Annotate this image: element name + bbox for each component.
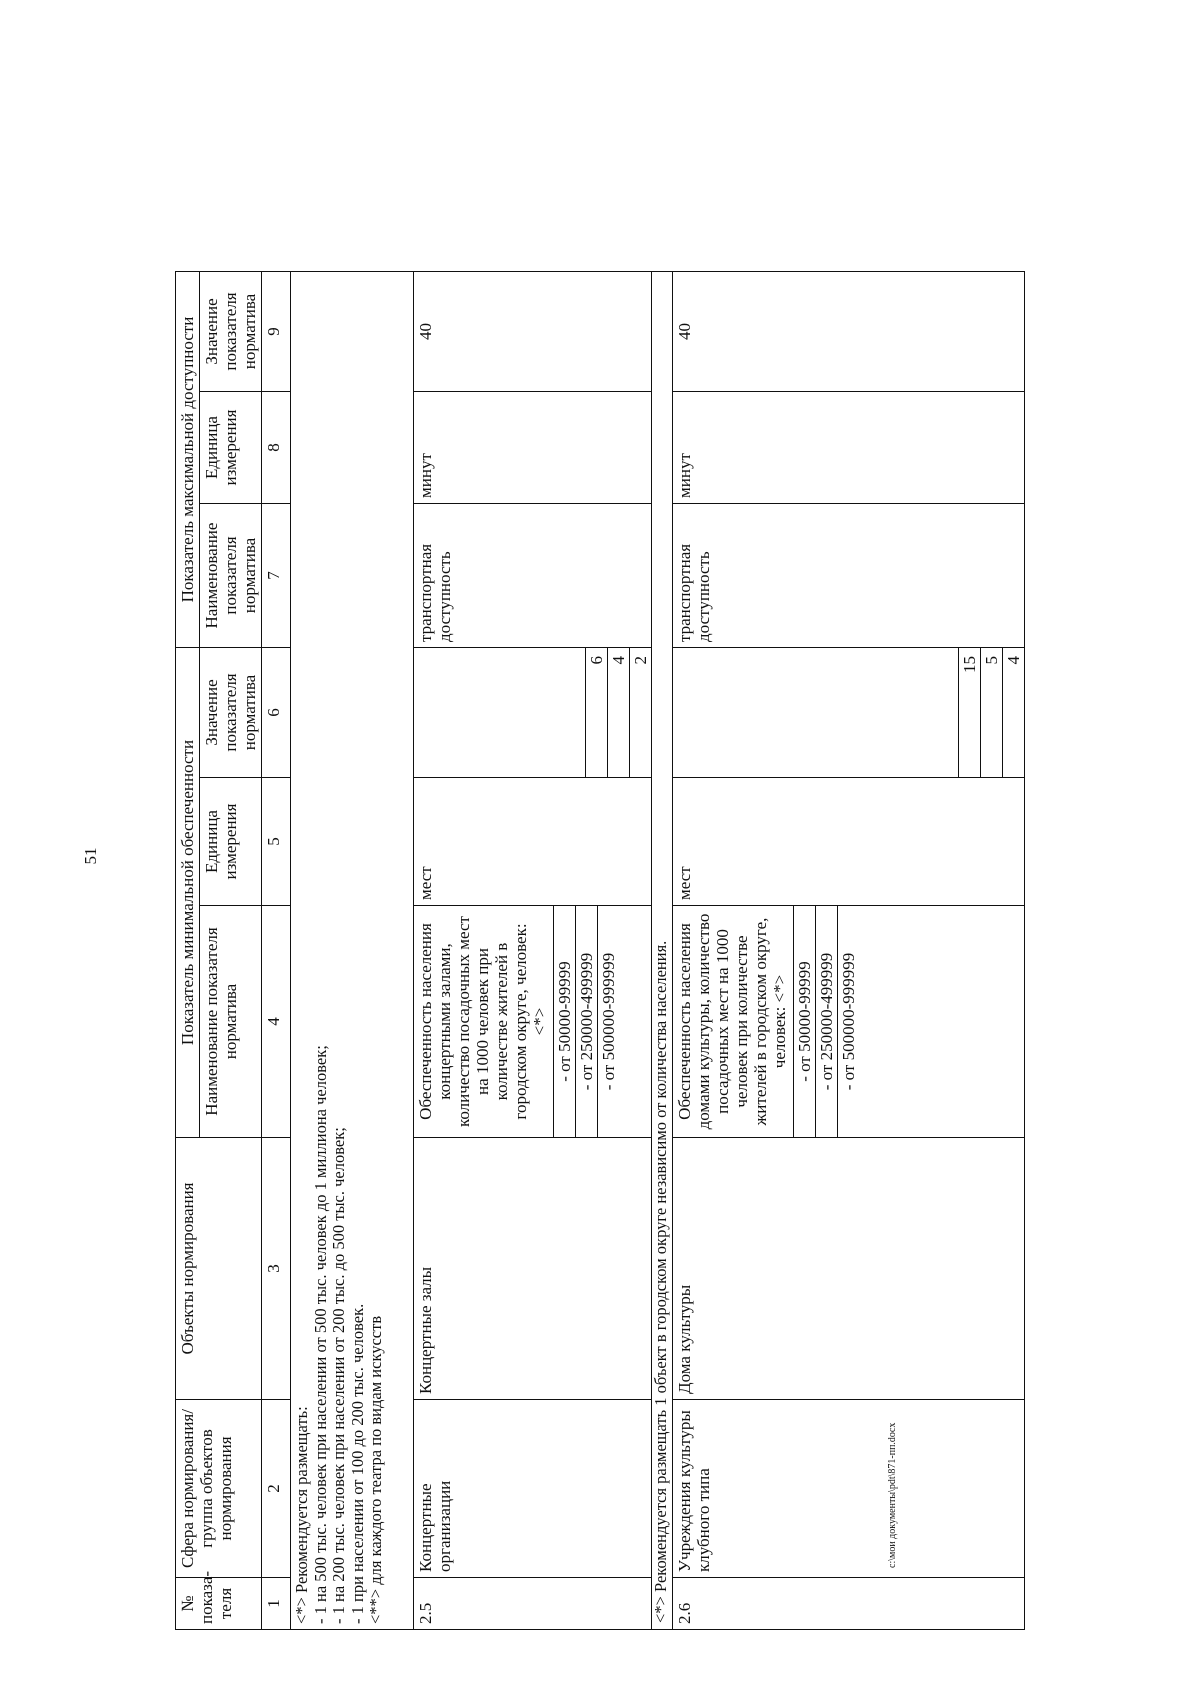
index-row <box>262 70 291 1630</box>
row-sphere: Учреждения культуры клубного типа <box>673 1400 1025 1578</box>
header-max-unit: Единица измерения <box>200 392 262 504</box>
header-max-name: Наименование показателя норматива <box>200 504 262 648</box>
note-line: <*> Рекомендуется размещать: <box>292 1406 312 1624</box>
index-cell: 5 <box>262 778 291 906</box>
table-row-2-6 <box>673 70 1025 1630</box>
sub-row-value: 4 <box>1002 648 1024 777</box>
index-cell: 8 <box>262 392 291 504</box>
index-cell: 1 <box>262 1578 291 1630</box>
note-line: <**> для каждого театра по видам искусств <box>366 1315 385 1624</box>
sub-row-label: - от 250000-499999 <box>815 906 837 1137</box>
header-min-value: Значение показателя норматива <box>200 648 262 778</box>
row-unit-min: мест <box>673 778 1025 906</box>
row-max-name: транспортная доступность <box>673 504 1025 648</box>
sub-row-value: 5 <box>980 648 1002 777</box>
note-line: - 1 на 200 тыс. человек при населении от 200 тыс. до 500 тыс. человек; <box>329 1127 349 1624</box>
header-min-unit: Единица измерения <box>200 778 262 906</box>
row-indicator <box>414 906 652 1138</box>
index-cell: 3 <box>262 1138 291 1400</box>
right-blank <box>176 70 262 272</box>
table-row-2-5 <box>414 70 652 1630</box>
header-min-name: Наименование показателя норматива <box>200 906 262 1138</box>
index-cell: 2 <box>262 1400 291 1578</box>
row-max-name: транспортная доступность <box>414 504 652 648</box>
note-cell-2: <*> Рекомендуется размещать 1 объект в городском округе независимо от количества населения. <box>652 272 673 1630</box>
sub-row-value: 6 <box>585 648 607 777</box>
page-number: 51 <box>81 847 100 865</box>
sub-row-label: - от 250000-499999 <box>575 906 597 1137</box>
header-num: № показа-теля <box>176 1578 262 1630</box>
sub-row-label: - от 500000-999999 <box>837 906 859 1137</box>
index-cell: 7 <box>262 504 291 648</box>
note-line: - 1 при населении от 100 до 200 тыс. человек. <box>347 1303 367 1624</box>
note-cell-1 <box>291 272 414 1630</box>
row-num: 2.6 <box>673 1578 1025 1630</box>
sub-row-value: 2 <box>629 648 651 777</box>
indicator-text: Обеспеченность населения домами культуры, количество посадочных мест на 1000 человек при количестве жителей в городском округе, человек: <*> <box>675 913 790 1130</box>
row-sphere: Концертные организации <box>414 1400 652 1578</box>
row-max-unit: минут <box>673 392 1025 504</box>
indicator-text: Обеспеченность населения концертными залами, количество посадочных мест на 1000 человек при количестве жителей в городском округе, человек: <*> <box>416 916 550 1127</box>
index-cell: 4 <box>262 906 291 1138</box>
header-sphere: Сфера нормирования/ группа объектов нормирования <box>176 1400 262 1578</box>
row-unit-min: мест <box>414 778 652 906</box>
header-max-value: Значение показателя норматива <box>200 272 262 392</box>
row-indicator <box>673 906 1025 1138</box>
header-group-min: Показатель минимальной обеспеченности <box>176 648 200 1138</box>
index-cell: 9 <box>262 272 291 392</box>
header-objects: Объекты нормирования <box>176 1138 262 1400</box>
note-line: - 1 на 500 тыс. человек при населении от 500 тыс. человек до 1 миллиона человек; <box>310 1045 330 1624</box>
row-values-min <box>414 648 652 778</box>
footer-file-path: c:\мои документы\pdt\871-пп.docx <box>887 1422 898 1568</box>
header-row-1 <box>176 70 200 1630</box>
sub-row-label: - от 500000-999999 <box>597 906 619 1137</box>
row-num: 2.5 <box>414 1578 652 1630</box>
row-values-min <box>673 648 1025 778</box>
sub-row-value: 4 <box>607 648 629 777</box>
note-row-2 <box>652 70 673 1630</box>
row-max-value: 40 <box>414 272 652 392</box>
sub-row-label: - от 50000-99999 <box>553 906 575 1137</box>
row-objects: Дома культуры <box>673 1138 1025 1400</box>
row-max-value: 40 <box>673 272 1025 392</box>
note-row-1 <box>291 70 414 1630</box>
index-cell: 6 <box>262 648 291 778</box>
header-group-max: Показатель максимальной доступности <box>176 272 200 648</box>
row-objects: Концертные залы <box>414 1138 652 1400</box>
row-max-unit: минут <box>414 392 652 504</box>
sub-row-value: 15 <box>958 648 980 777</box>
sub-row-label: - от 50000-99999 <box>793 906 815 1137</box>
